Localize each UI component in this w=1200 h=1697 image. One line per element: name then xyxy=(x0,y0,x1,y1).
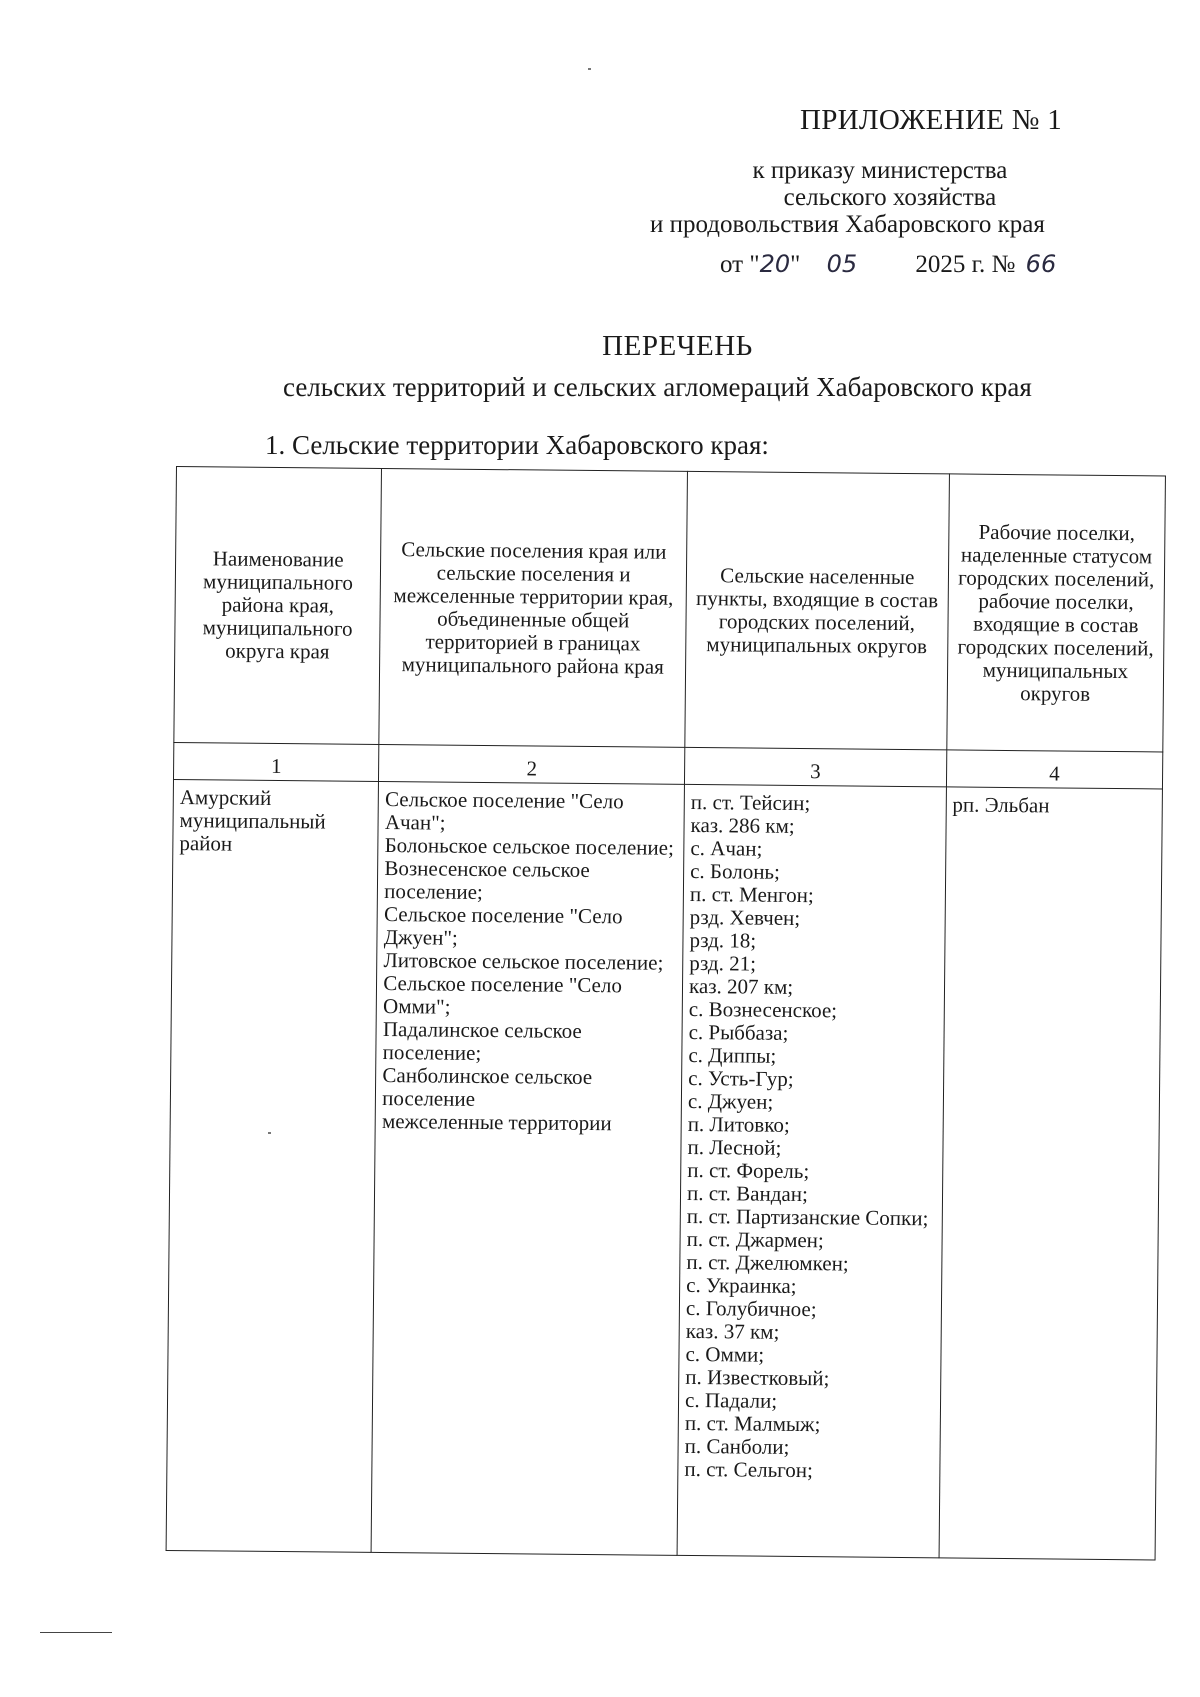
list-item: с. Болонь; xyxy=(690,858,781,884)
column-number: 1 xyxy=(173,742,379,781)
list-item: с. Украинка; xyxy=(686,1272,797,1298)
settlements-cell xyxy=(371,781,684,1555)
list-item: п. ст. Сельгон; xyxy=(684,1456,814,1483)
list-item: рзд. 18; xyxy=(689,927,757,953)
list-item: каз. 207 км; xyxy=(688,973,794,999)
list-item: Болоньское сельское поселение; xyxy=(384,833,674,860)
list-item: п. ст. Вандан; xyxy=(686,1180,809,1207)
list-item: с. Диппы; xyxy=(688,1042,777,1068)
column-number: 2 xyxy=(379,744,685,784)
list-item: п. Лесной; xyxy=(687,1134,782,1160)
list-item: рзд. Хевчен; xyxy=(689,904,801,931)
list-item: с. Падали; xyxy=(684,1387,778,1413)
document-title: ПЕРЕЧЕНЬ xyxy=(602,330,753,362)
localities-cell xyxy=(677,784,946,1557)
order-line-2: сельского хозяйства xyxy=(783,184,997,211)
list-item: рзд. 21; xyxy=(689,950,757,976)
list-item: каз. 37 км; xyxy=(685,1318,780,1344)
list-item: п. ст. Малмыж; xyxy=(684,1410,821,1437)
scan-speck xyxy=(588,68,591,70)
footnote-divider xyxy=(40,1632,112,1633)
list-item: каз. 286 км; xyxy=(690,812,795,838)
order-line-1: к приказу министерства xyxy=(752,157,1008,184)
table-header-row xyxy=(174,467,1166,752)
column-header-district: Наименование муниципального района края, муниципального округа края xyxy=(174,467,382,745)
list-item: Сельское поселение "Село Ачан"; xyxy=(384,787,624,835)
column-header-work-settlements: Рабочие поселки, наделенные статусом городских поселений, рабочие поселки, входящие в состав городских поселений, муниципальных округов xyxy=(946,474,1165,752)
settlements-list xyxy=(382,788,678,1136)
list-item: с. Рыббаза; xyxy=(688,1019,789,1045)
date-year: 2025 г. № xyxy=(915,251,1016,278)
table-row xyxy=(166,779,1162,1559)
date-mid: " xyxy=(790,251,807,278)
list-item: п. ст. Форель; xyxy=(687,1157,810,1184)
list-item: межселенные территории xyxy=(381,1109,612,1136)
list-item: п. ст. Джармен; xyxy=(686,1226,824,1253)
order-reference xyxy=(650,157,1045,238)
list-item: Вознесенское сельское поселение; xyxy=(384,856,590,904)
list-item: с. Омми; xyxy=(685,1341,765,1367)
district-cell: Амурский муниципальный район xyxy=(166,779,379,1552)
date-prefix: от " xyxy=(720,251,760,278)
list-item: Падалинское сельское поселение; xyxy=(382,1017,582,1065)
order-date-line xyxy=(720,250,1056,279)
list-item: с. Голубичное; xyxy=(685,1295,817,1322)
list-item: п. Литовко; xyxy=(687,1111,790,1137)
list-item: Литовское сельское поселение; xyxy=(383,948,664,975)
appendix-title: ПРИЛОЖЕНИЕ № 1 xyxy=(800,104,1063,136)
document-subtitle: сельских территорий и сельских агломераций Хабаровского края xyxy=(283,372,1032,402)
rural-territories-table xyxy=(166,466,1166,1560)
order-number-handwritten: 66 xyxy=(1025,250,1057,278)
list-item: с. Усть-Гур; xyxy=(688,1065,794,1091)
list-item: п. Известковый; xyxy=(685,1364,830,1391)
section-heading: 1. Сельские территории Хабаровского края: xyxy=(265,430,769,460)
column-number: 4 xyxy=(946,750,1163,789)
column-number: 3 xyxy=(685,747,947,787)
list-item: с. Ачан; xyxy=(690,835,763,861)
order-line-3: и продовольствия Хабаровского края xyxy=(650,211,1045,238)
list-item: п. ст. Менгон; xyxy=(689,881,814,908)
column-header-settlements: Сельские поселения края или сельские поселения и межселенные территории края, объединенные общей территорией в границах муниципального района края xyxy=(379,468,687,747)
list-item: Санболинское сельское поселение xyxy=(382,1063,593,1111)
list-item: п. ст. Джелюмкен; xyxy=(686,1249,849,1276)
date-day-handwritten: 20 xyxy=(759,250,791,278)
date-month-handwritten: 05 xyxy=(826,250,858,278)
localities-list xyxy=(684,791,939,1483)
list-item: с. Вознесенское; xyxy=(688,996,838,1023)
column-header-localities: Сельские населенные пункты, входящие в состав городских поселений, муниципальных округов xyxy=(685,471,949,749)
list-item: Сельское поселение "Село Джуен"; xyxy=(383,902,623,950)
scan-speck xyxy=(268,1132,271,1134)
list-item: с. Джуен; xyxy=(687,1088,774,1114)
list-item: п. ст. Тейсин; xyxy=(690,789,811,816)
list-item: п. Санболи; xyxy=(684,1433,790,1459)
work-settlements-cell: рп. Эльбан xyxy=(939,787,1163,1560)
list-item: п. ст. Партизанские Сопки; xyxy=(686,1203,929,1231)
list-item: Сельское поселение "Село Омми"; xyxy=(383,971,623,1019)
